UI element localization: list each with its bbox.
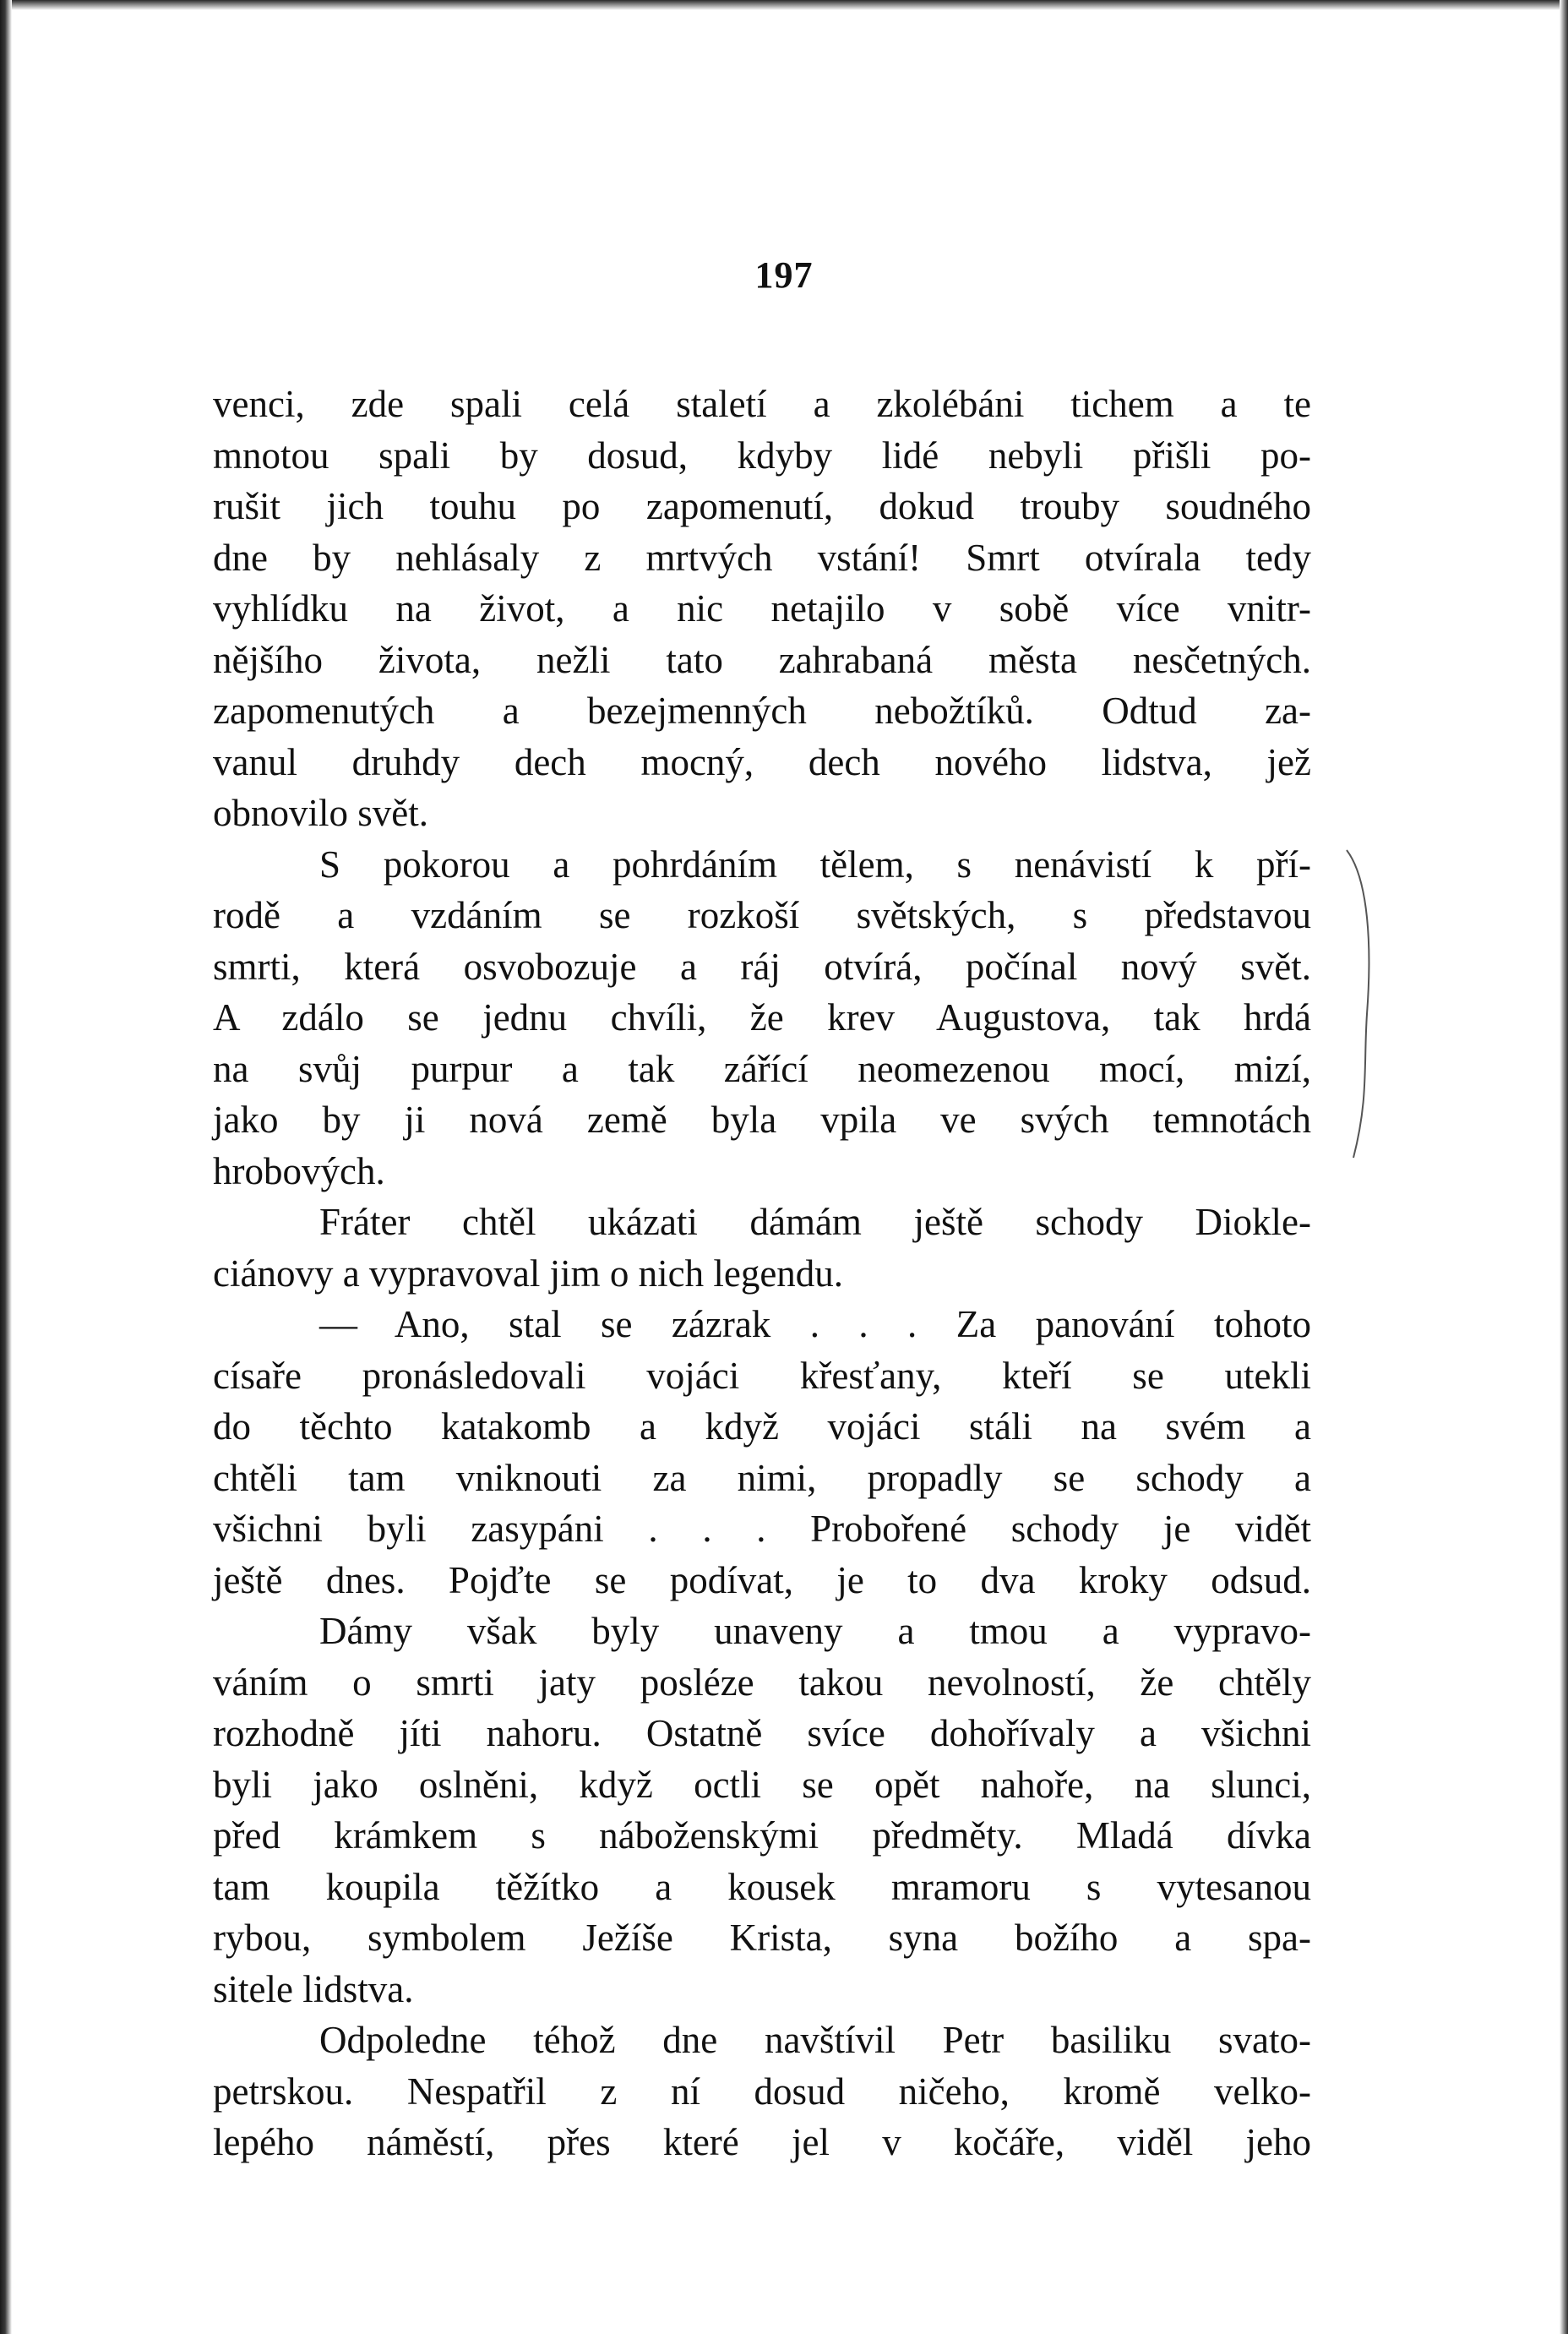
- text-line: ještě dnes. Pojďte se podívat, je to dva kroky odsud.: [213, 1558, 1311, 1601]
- text-line: rodě a vzdáním se rozkoší světských, s představou: [213, 894, 1311, 936]
- text-line: — Ano, stal se zázrak . . . Za panování tohoto: [319, 1303, 1311, 1345]
- text-line: rybou, symbolem Ježíše Krista, syna božího a spa-: [213, 1917, 1311, 1959]
- text-line: Dámy však byly unaveny a tmou a vypravo-: [319, 1610, 1311, 1652]
- page-edge-left: [0, 0, 12, 2334]
- text-line: obnovilo svět.: [213, 792, 428, 834]
- text-line: byli jako oslněni, když octli se opět nahoře, na slunci,: [213, 1763, 1311, 1806]
- text-line: před krámkem s náboženskými předměty. Mladá dívka: [213, 1814, 1311, 1857]
- text-line: chtěli tam vniknouti za nimi, propadly se schody a: [213, 1456, 1311, 1499]
- text-line: Odpoledne téhož dne navštívil Petr basiliku svato-: [319, 2019, 1311, 2061]
- text-line: rušit jich touhu po zapomenutí, dokud trouby soudného: [213, 485, 1311, 527]
- text-line: do těchto katakomb a když vojáci stáli na svém a: [213, 1405, 1311, 1448]
- page-number: 197: [754, 254, 814, 296]
- text-line: vanul druhdy dech mocný, dech nového lidstva, jež: [213, 740, 1311, 783]
- text-line: tam koupila těžítko a kousek mramoru s vytesanou: [213, 1865, 1311, 1908]
- text-line: hrobových.: [213, 1149, 385, 1192]
- text-line: lepého náměstí, přes které jel v kočáře, viděl jeho: [213, 2121, 1311, 2163]
- text-line: dne by nehlásaly z mrtvých vstání! Smrt otvírala tedy: [213, 536, 1311, 579]
- text-line: na svůj purpur a tak zářící neomezenou mocí, mizí,: [213, 1047, 1311, 1090]
- text-line: mnotou spali by dosud, kdyby lidé nebyli přišli po-: [213, 434, 1311, 477]
- page-edge-top: [0, 0, 1568, 10]
- text-line: ciánovy a vypravoval jim o nich legendu.: [213, 1252, 844, 1295]
- text-line: všichni byli zasypáni . . . Probořené schody je vidět: [213, 1508, 1311, 1550]
- text-line: Fráter chtěl ukázati dámám ještě schody Diokle-: [319, 1201, 1311, 1243]
- text-line: jako by ji nová země byla vpila ve svých temnotách: [213, 1099, 1311, 1141]
- text-line: nějšího života, nežli tato zahrabaná města nesčetných.: [213, 638, 1311, 681]
- text-line: zapomenutých a bezejmenných nebožtíků. Odtud za-: [213, 690, 1311, 732]
- text-line: S pokorou a pohrdáním tělem, s nenávistí k pří-: [319, 843, 1311, 886]
- page-edge-right: [1560, 0, 1568, 2334]
- pencil-bracket-mark: [1343, 845, 1377, 1166]
- text-line: smrti, která osvobozuje a ráj otvírá, počínal nový svět.: [213, 945, 1311, 988]
- text-line: rozhodně jíti nahoru. Ostatně svíce dohořívaly a všichni: [213, 1712, 1311, 1754]
- text-line: sitele lidstva.: [213, 1967, 414, 2010]
- text-line: venci, zde spali celá staletí a zkolébáni tichem a te: [213, 383, 1311, 425]
- text-line: A zdálo se jednu chvíli, že krev Augustova, tak hrdá: [213, 996, 1311, 1039]
- text-line: petrskou. Nespatřil z ní dosud ničeho, kromě velko-: [213, 2070, 1311, 2113]
- body-text: [213, 379, 1311, 2168]
- text-line: vyhlídku na život, a nic netajilo v sobě více vnitr-: [213, 587, 1311, 630]
- text-line: císaře pronásledovali vojáci křesťany, kteří se utekli: [213, 1354, 1311, 1397]
- text-line: váním o smrti jaty posléze takou nevolností, že chtěly: [213, 1661, 1311, 1704]
